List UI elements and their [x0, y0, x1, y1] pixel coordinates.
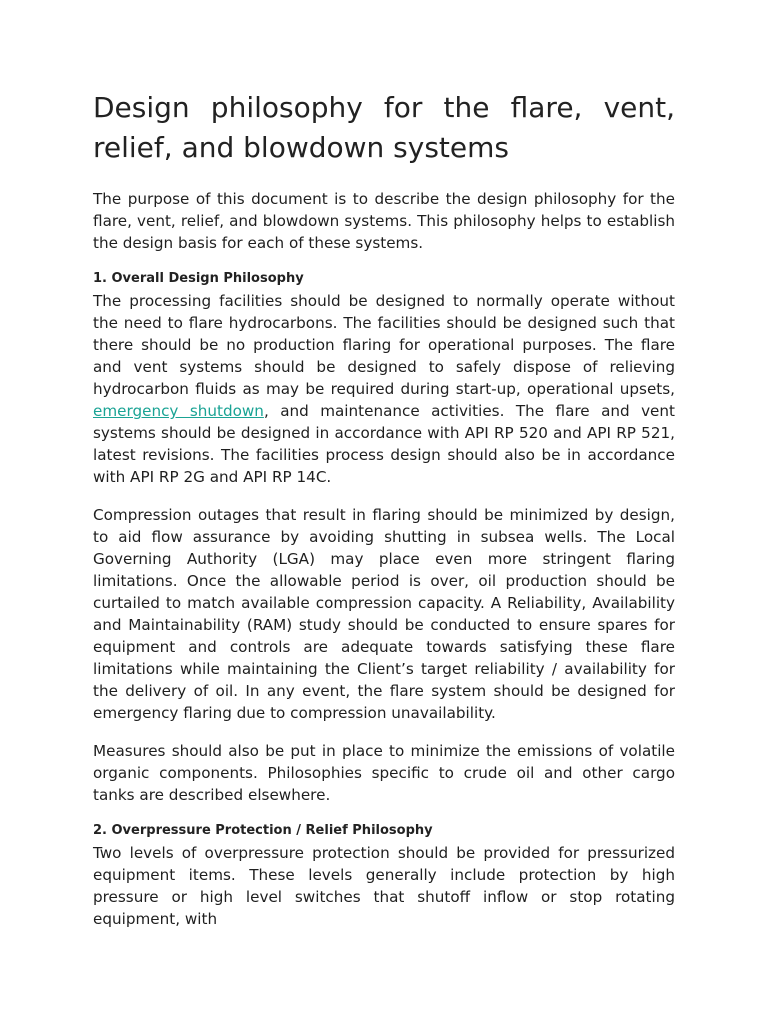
document-title: Design philosophy for the flare, vent, relief, and blowdown systems: [93, 91, 675, 164]
section-heading: 2. Overpressure Protection / Relief Philosophy: [93, 823, 433, 838]
section-paragraph: Measures should also be put in place to minimize the emissions of volatile organic components. Philosophies specific to crude oil and other cargo tanks are described elsewhere.: [93, 742, 675, 804]
section-paragraph: Two levels of overpressure protection should be provided for pressurized equipment items. These levels generally include protection by high pressure or high level switches that shutoff inflow or stop rotating equipment, with: [93, 844, 675, 928]
section-paragraph: [93, 290, 675, 488]
paragraph-text: The processing facilities should be designed to normally operate without the need to flare hydrocarbons. The facilities should be designed such that there should be no production flaring for operational purposes. The flare and vent systems should be designed to safely dispose of relieving hydrocarbon fluids as may be required during start-up, operational upsets,: [93, 292, 675, 398]
document-page: [93, 88, 675, 946]
section-heading: 1. Overall Design Philosophy: [93, 271, 304, 286]
emergency-shutdown-link[interactable]: emergency shutdown: [93, 402, 264, 420]
section-overpressure-protection: [93, 822, 675, 930]
section-paragraph: Compression outages that result in flaring should be minimized by design, to aid flow assurance by avoiding shutting in subsea wells. The Local Governing Authority (LGA) may place even more stringent flaring limitations. Once the allowable period is over, oil production should be curtailed to match available compression capacity. A Reliability, Availability and Maintainability (RAM) study should be conducted to ensure spares for equipment and controls are adequate towards satisfying these flare limitations while maintaining the Client’s target reliability / availability for the delivery of oil. In any event, the flare system should be designed for emergency flaring due to compression unavailability.: [93, 506, 675, 722]
intro-paragraph: The purpose of this document is to describe the design philosophy for the flare, vent, relief, and blowdown systems. This philosophy helps to establish the design basis for each of these systems.: [93, 190, 675, 252]
paragraph-text: , and maintenance activities. The flare and vent systems should be designed in accordance with API RP 520 and API RP 521, latest revisions. The facilities process design should also be in accordance with API RP 2G and API RP 14C.: [93, 402, 675, 486]
section-overall-design-philosophy: [93, 270, 675, 806]
